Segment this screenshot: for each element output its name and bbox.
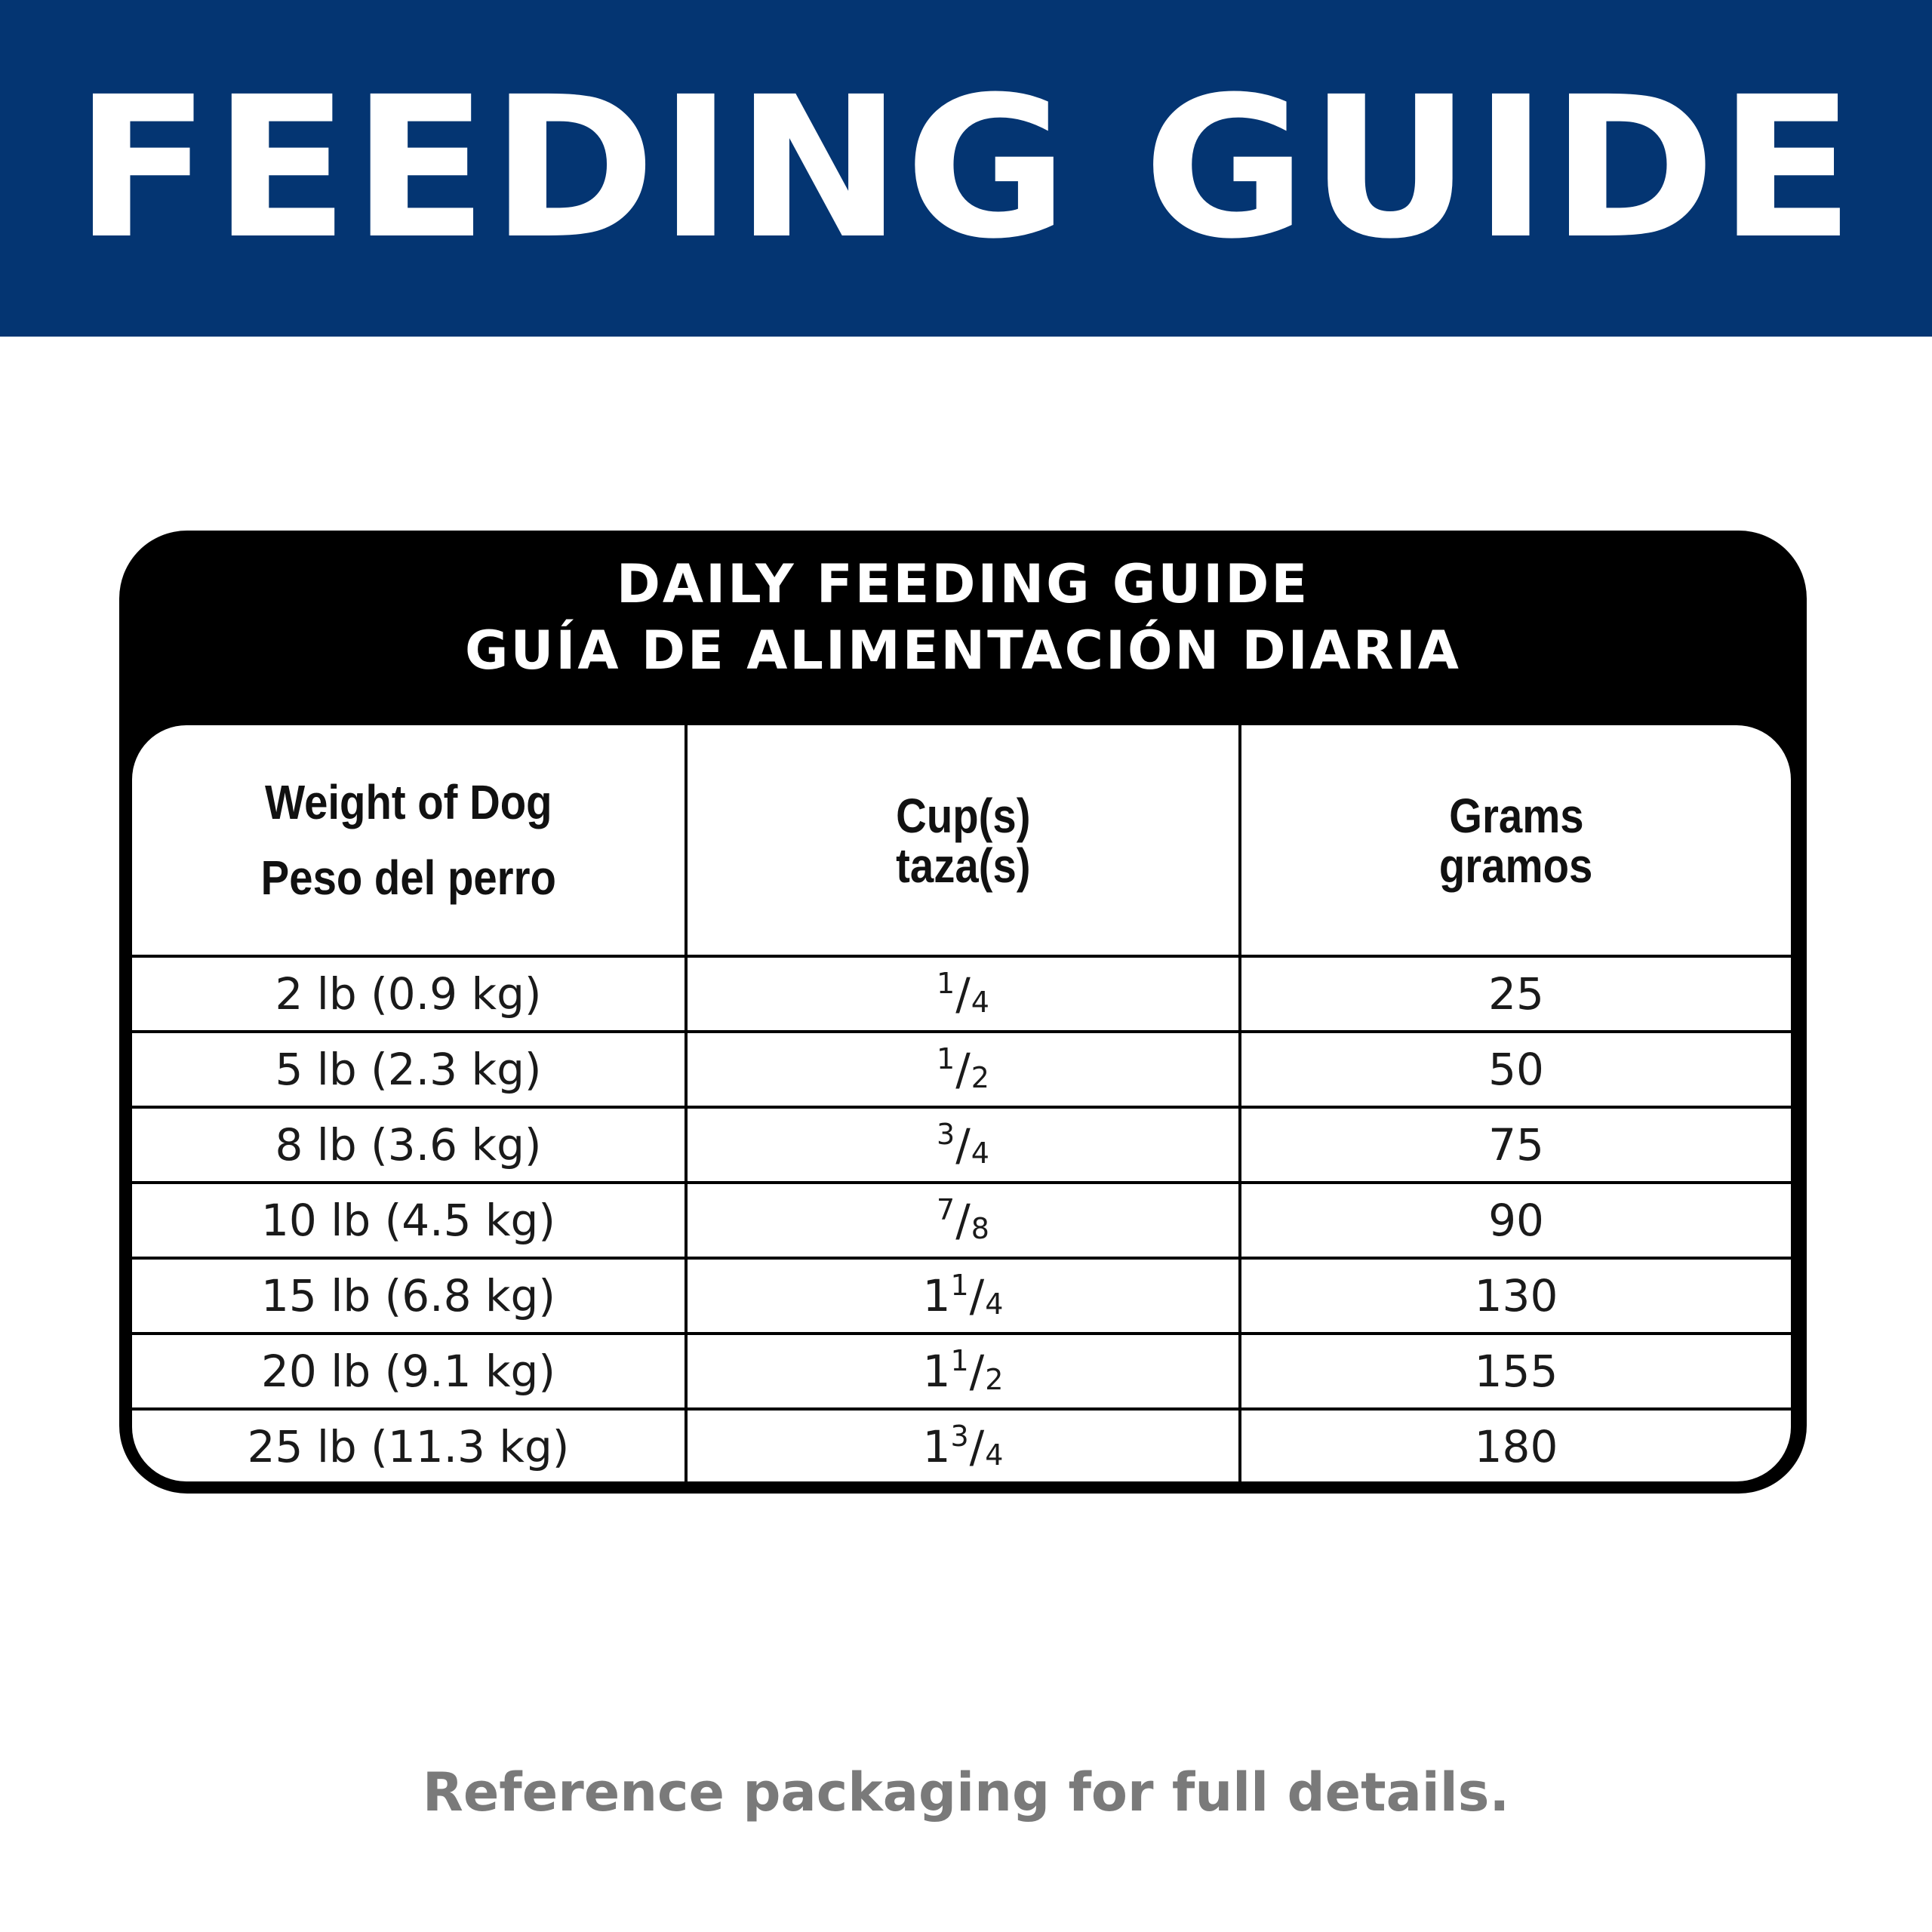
- cups-numerator: 3: [950, 1420, 969, 1454]
- weight-cell: 8 lb (3.6 kg): [275, 1119, 542, 1171]
- cups-fraction: [923, 1346, 1004, 1397]
- weight-cell: 25 lb (11.3 kg): [247, 1421, 570, 1472]
- grams-cell: 50: [1488, 1044, 1544, 1095]
- header-weight: [132, 725, 685, 955]
- cups-whole: 1: [922, 1421, 951, 1472]
- header-banner: [0, 0, 1932, 337]
- fraction-slash: /: [955, 1044, 971, 1095]
- grams-cell: 130: [1474, 1270, 1558, 1321]
- cups-denominator: 4: [971, 1136, 989, 1170]
- cups-fraction: [923, 1421, 1004, 1472]
- card-title-english: DAILY FEEDING GUIDE: [616, 553, 1310, 615]
- cups-fraction: [923, 1270, 1004, 1321]
- cups-cell: [688, 1109, 1238, 1181]
- card-header: [119, 553, 1807, 709]
- cups-denominator: 4: [985, 1438, 1004, 1472]
- header-grams-en: Grams: [1448, 789, 1584, 843]
- cups-whole: 1: [922, 1270, 951, 1321]
- fraction-slash: /: [955, 968, 971, 1020]
- cups-cell: [688, 958, 1238, 1030]
- cups-cell: [688, 1335, 1238, 1407]
- cups-denominator: 4: [985, 1287, 1004, 1321]
- header-cups-en: Cup(s): [895, 789, 1031, 843]
- cups-numerator: 1: [937, 1042, 955, 1076]
- cups-fraction: [937, 1119, 989, 1171]
- cups-numerator: 1: [937, 967, 955, 1001]
- grams-cell: 25: [1488, 968, 1544, 1020]
- weight-cell: 5 lb (2.3 kg): [275, 1044, 542, 1095]
- fraction-slash: /: [969, 1421, 985, 1472]
- cups-cell: [688, 1260, 1238, 1332]
- page-title: FEEDING GUIDE: [74, 55, 1858, 281]
- card-title-spanish: GUÍA DE ALIMENTACIÓN DIARIA: [465, 620, 1461, 681]
- footer-note: Reference packaging for full details.: [422, 1761, 1510, 1823]
- feeding-guide-card: [119, 531, 1807, 1494]
- fraction-slash: /: [969, 1270, 985, 1321]
- cups-fraction: [937, 1044, 989, 1095]
- cups-denominator: 2: [985, 1362, 1004, 1396]
- weight-cell: 15 lb (6.8 kg): [261, 1270, 555, 1321]
- cups-numerator: 7: [937, 1193, 955, 1227]
- grams-cell: 155: [1474, 1346, 1558, 1397]
- cups-cell: [688, 1184, 1238, 1257]
- grams-cell: 75: [1488, 1119, 1544, 1171]
- cups-numerator: 3: [937, 1118, 955, 1152]
- cups-denominator: 2: [971, 1060, 989, 1094]
- fraction-slash: /: [955, 1119, 971, 1171]
- cups-denominator: 8: [971, 1211, 989, 1245]
- grams-cell: 90: [1488, 1195, 1544, 1246]
- feeding-table: [132, 725, 1791, 1481]
- cups-fraction: [937, 968, 989, 1020]
- cups-whole: 1: [922, 1346, 951, 1397]
- weight-cell: 20 lb (9.1 kg): [261, 1346, 555, 1397]
- header-grams: [1241, 725, 1791, 955]
- weight-cell: 10 lb (4.5 kg): [261, 1195, 555, 1246]
- header-weight-en: Weight of Dog: [264, 775, 552, 829]
- header-grams-es: gramos: [1439, 838, 1593, 893]
- cups-numerator: 1: [950, 1269, 969, 1303]
- cups-cell: [688, 1033, 1238, 1106]
- cups-numerator: 1: [950, 1344, 969, 1378]
- header-cups: [688, 725, 1238, 955]
- cups-cell: [688, 1411, 1238, 1481]
- header-cups-es: taza(s): [895, 838, 1031, 893]
- header-weight-es: Peso del perro: [260, 851, 556, 905]
- grams-cell: 180: [1474, 1421, 1558, 1472]
- cups-denominator: 4: [971, 985, 989, 1019]
- fraction-slash: /: [969, 1346, 985, 1397]
- cups-fraction: [937, 1195, 989, 1246]
- fraction-slash: /: [955, 1195, 971, 1246]
- weight-cell: 2 lb (0.9 kg): [275, 968, 542, 1020]
